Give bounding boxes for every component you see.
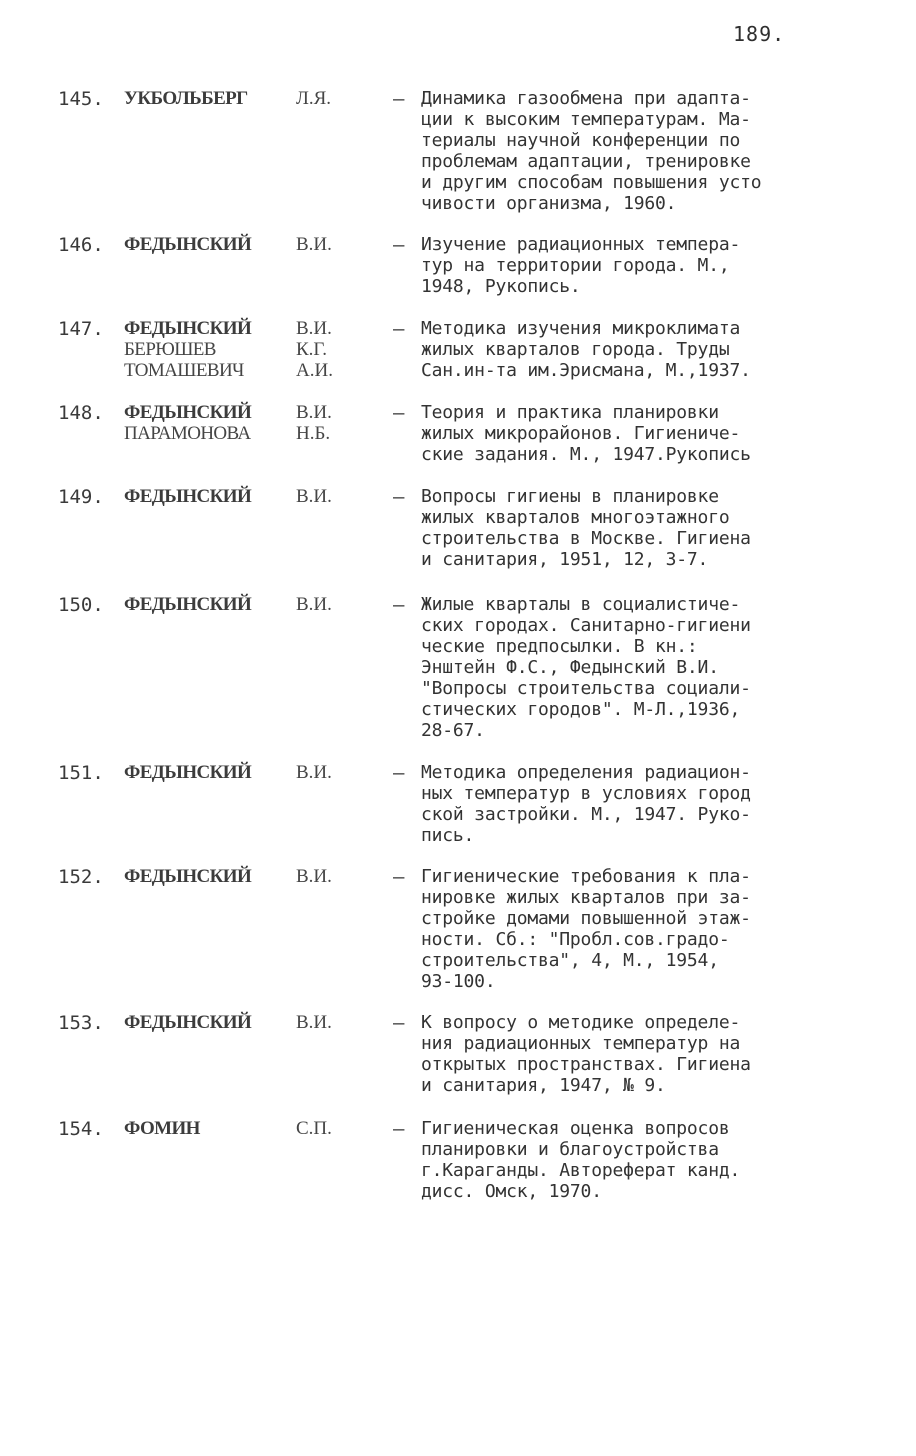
entry-number: 152. bbox=[58, 866, 104, 888]
author-surname: ФЕДЫНСКИЙ bbox=[124, 762, 252, 783]
entry-number: 153. bbox=[58, 1012, 104, 1034]
citation-line: и другим способам повышения усто bbox=[421, 172, 762, 193]
entry-initials bbox=[296, 1118, 386, 1139]
author-surname: ФЕДЫНСКИЙ bbox=[124, 1012, 252, 1033]
citation-line: 93-100. bbox=[421, 971, 496, 992]
entry-citation bbox=[421, 402, 861, 465]
entry-dash: – bbox=[393, 318, 405, 340]
citation-line: ния радиационных температур на bbox=[421, 1033, 741, 1054]
entry-initials bbox=[296, 88, 386, 109]
entry-citation bbox=[421, 1118, 861, 1202]
entry-initials bbox=[296, 762, 386, 783]
entry-initials bbox=[296, 486, 386, 507]
author-initials: Л.Я. bbox=[296, 88, 332, 109]
author-surname: ТОМАШЕВИЧ bbox=[124, 360, 244, 381]
entry-number: 154. bbox=[58, 1118, 104, 1140]
author-initials: В.И. bbox=[296, 402, 332, 423]
author-initials: К.Г. bbox=[296, 339, 328, 360]
entry-dash: – bbox=[393, 88, 405, 110]
entry-dash: – bbox=[393, 594, 405, 616]
citation-line: "Вопросы строительства социали- bbox=[421, 678, 751, 699]
citation-line: Жилые кварталы в социалистиче- bbox=[421, 594, 741, 615]
author-initials: В.И. bbox=[296, 762, 332, 783]
citation-line: териалы научной конференции по bbox=[421, 130, 741, 151]
entry-initials bbox=[296, 1012, 386, 1033]
entry-authors bbox=[124, 88, 294, 109]
citation-line: чивости организма, 1960. bbox=[421, 193, 677, 214]
author-initials: В.И. bbox=[296, 234, 332, 255]
entry-number: 147. bbox=[58, 318, 104, 340]
entry-initials bbox=[296, 234, 386, 255]
citation-line: Теория и практика планировки bbox=[421, 402, 719, 423]
entry-number: 148. bbox=[58, 402, 104, 424]
entry-dash: – bbox=[393, 486, 405, 508]
author-surname: ФЕДЫНСКИЙ bbox=[124, 402, 252, 423]
author-surname: ФЕДЫНСКИЙ bbox=[124, 486, 252, 507]
entry-citation bbox=[421, 866, 861, 992]
entry-authors bbox=[124, 762, 294, 783]
citation-line: и санитария, 1951, 12, 3-7. bbox=[421, 549, 709, 570]
entry-citation bbox=[421, 486, 861, 570]
citation-line: ской застройки. М., 1947. Руко- bbox=[421, 804, 751, 825]
citation-line: жилых кварталов города. Труды bbox=[421, 339, 730, 360]
citation-line: ных температур в условиях город bbox=[421, 783, 751, 804]
author-initials: В.И. bbox=[296, 866, 332, 887]
entry-citation bbox=[421, 88, 861, 214]
entry-initials bbox=[296, 318, 386, 381]
citation-line: Методика определения радиацион- bbox=[421, 762, 751, 783]
entry-authors bbox=[124, 402, 294, 444]
citation-line: К вопросу о методике определе- bbox=[421, 1012, 741, 1033]
author-surname: ФЕДЫНСКИЙ bbox=[124, 594, 252, 615]
citation-line: Гигиенические требования к пла- bbox=[421, 866, 751, 887]
entry-number: 151. bbox=[58, 762, 104, 784]
entry-authors bbox=[124, 1118, 294, 1139]
citation-line: ции к высоким температурам. Ма- bbox=[421, 109, 751, 130]
citation-line: Вопросы гигиены в планировке bbox=[421, 486, 719, 507]
citation-line: тур на территории города. М., bbox=[421, 255, 730, 276]
citation-line: ских городах. Санитарно-гигиени bbox=[421, 615, 751, 636]
entry-dash: – bbox=[393, 402, 405, 424]
citation-line: жилых микрорайонов. Гигиениче- bbox=[421, 423, 741, 444]
author-surname: ФЕДЫНСКИЙ bbox=[124, 318, 252, 339]
entry-dash: – bbox=[393, 1012, 405, 1034]
author-surname: ПАРАМОНОВА bbox=[124, 423, 251, 444]
entry-number: 149. bbox=[58, 486, 104, 508]
citation-line: 1948, Рукопись. bbox=[421, 276, 581, 297]
citation-line: открытых пространствах. Гигиена bbox=[421, 1054, 751, 1075]
citation-line: строительства в Москве. Гигиена bbox=[421, 528, 751, 549]
entry-dash: – bbox=[393, 762, 405, 784]
entry-authors bbox=[124, 1012, 294, 1033]
page-number: 189. bbox=[733, 22, 786, 46]
author-surname: ФЕДЫНСКИЙ bbox=[124, 234, 252, 255]
citation-line: Изучение радиационных темпера- bbox=[421, 234, 741, 255]
citation-line: Сан.ин-та им.Эрисмана, М.,1937. bbox=[421, 360, 751, 381]
entry-initials bbox=[296, 402, 386, 444]
author-initials: В.И. bbox=[296, 486, 332, 507]
citation-line: планировки и благоустройства bbox=[421, 1139, 719, 1160]
author-initials: В.И. bbox=[296, 318, 332, 339]
author-initials: А.И. bbox=[296, 360, 333, 381]
citation-line: проблемам адаптации, тренировке bbox=[421, 151, 751, 172]
entry-citation bbox=[421, 762, 861, 846]
citation-line: Энштейн Ф.С., Федынский В.И. bbox=[421, 657, 719, 678]
entry-authors bbox=[124, 318, 294, 381]
entry-initials bbox=[296, 866, 386, 887]
citation-line: дисс. Омск, 1970. bbox=[421, 1181, 602, 1202]
entry-citation bbox=[421, 594, 861, 741]
author-surname: ФОМИН bbox=[124, 1118, 200, 1139]
citation-line: г.Караганды. Автореферат канд. bbox=[421, 1160, 741, 1181]
entry-authors bbox=[124, 234, 294, 255]
entry-number: 150. bbox=[58, 594, 104, 616]
entry-initials bbox=[296, 594, 386, 615]
citation-line: нировке жилых кварталов при за- bbox=[421, 887, 751, 908]
entry-dash: – bbox=[393, 234, 405, 256]
citation-line: пись. bbox=[421, 825, 475, 846]
citation-line: Методика изучения микроклимата bbox=[421, 318, 741, 339]
entry-authors bbox=[124, 866, 294, 887]
entry-dash: – bbox=[393, 1118, 405, 1140]
author-initials: В.И. bbox=[296, 594, 332, 615]
citation-line: ности. Сб.: "Пробл.сов.градо- bbox=[421, 929, 730, 950]
author-surname: БЕРЮШЕВ bbox=[124, 339, 216, 360]
citation-line: ческие предпосылки. В кн.: bbox=[421, 636, 698, 657]
author-surname: ФЕДЫНСКИЙ bbox=[124, 866, 252, 887]
author-initials: Н.Б. bbox=[296, 423, 331, 444]
entry-citation bbox=[421, 318, 861, 381]
entry-authors bbox=[124, 594, 294, 615]
entry-dash: – bbox=[393, 866, 405, 888]
citation-line: строительства", 4, М., 1954, bbox=[421, 950, 719, 971]
entry-number: 145. bbox=[58, 88, 104, 110]
author-initials: С.П. bbox=[296, 1118, 332, 1139]
citation-line: и санитария, 1947, № 9. bbox=[421, 1075, 666, 1096]
citation-line: 28-67. bbox=[421, 720, 485, 741]
entry-citation bbox=[421, 234, 861, 297]
entry-citation bbox=[421, 1012, 861, 1096]
citation-line: Динамика газообмена при адапта- bbox=[421, 88, 751, 109]
citation-line: стических городов". М-Л.,1936, bbox=[421, 699, 741, 720]
entry-number: 146. bbox=[58, 234, 104, 256]
citation-line: жилых кварталов многоэтажного bbox=[421, 507, 730, 528]
citation-line: Гигиеническая оценка вопросов bbox=[421, 1118, 730, 1139]
author-initials: В.И. bbox=[296, 1012, 332, 1033]
citation-line: стройке домами повышенной этаж- bbox=[421, 908, 751, 929]
entry-authors bbox=[124, 486, 294, 507]
citation-line: ские задания. М., 1947.Рукопись bbox=[421, 444, 751, 465]
author-surname: УКБОЛЬБЕРГ bbox=[124, 88, 248, 109]
